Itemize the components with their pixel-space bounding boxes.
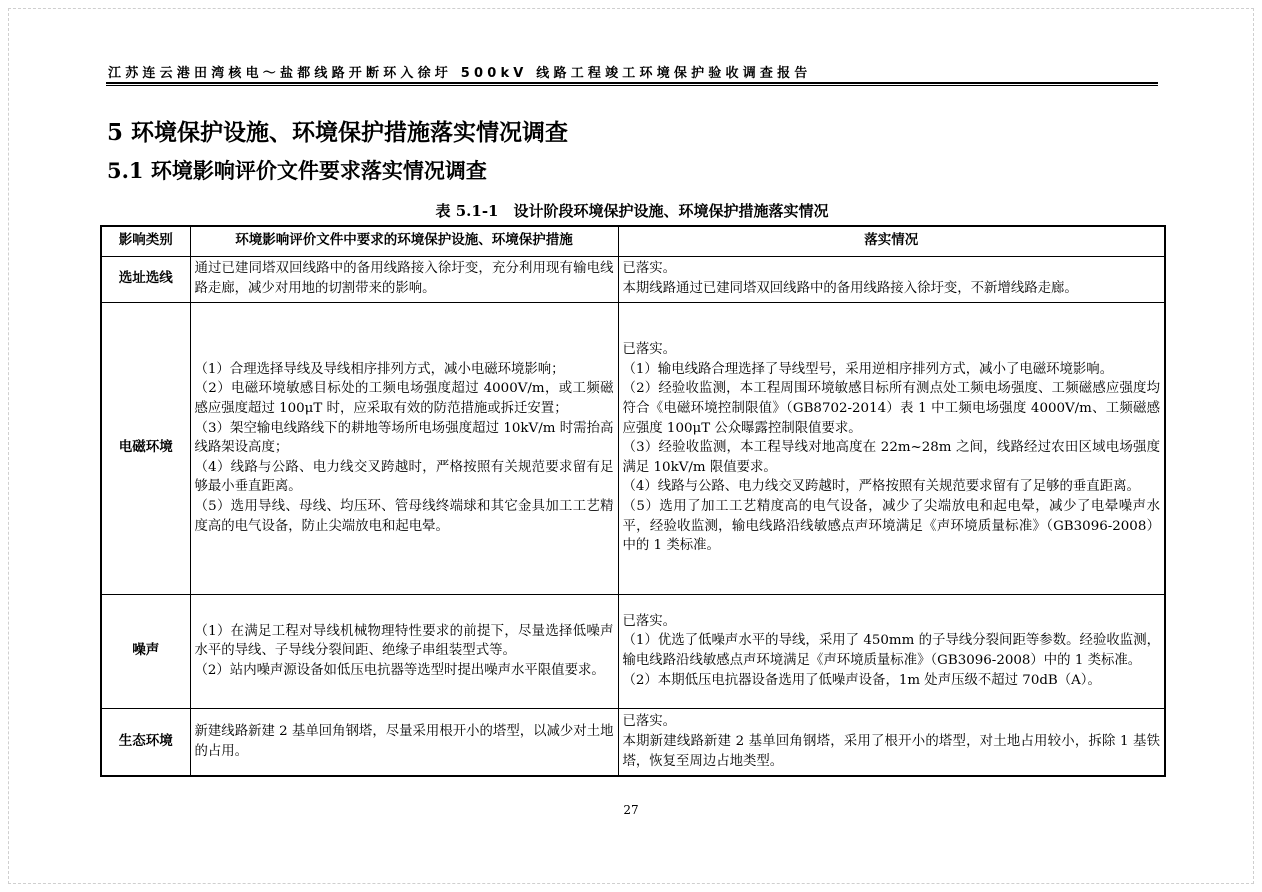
row-implementation [618,594,1165,708]
implementation-text: （2）本期低压电抗器设备选用了低噪声设备，1m 处声压级不超过 70dB（A）。 [622,672,1101,688]
header-implementation: 落实情况 [618,226,1165,256]
table-row [101,708,1165,776]
header-requirement: 环境影响评价文件中要求的环境保护设施、环境保护措施 [190,226,618,256]
requirement-text: （4）线路与公路、电力线交叉跨越时，严格按照有关规范要求留有足够最小垂直距离。 [194,459,614,495]
implementation-text: （2）经验收监测，本工程周围环境敏感目标所有测点处工频电场强度、工频磁感应强度均符合《电磁环境控制限值》（GB8702-2014）表 1 中工频电场强度 4000V/m、工频磁感应强度 100μT 公众曝露控制限值要求。 [622,381,1160,436]
table-row [101,594,1165,708]
header-rule [106,82,1158,86]
row-category: 电磁环境 [101,302,190,594]
requirement-text: （3）架空输电线路线下的耕地等场所电场强度超过 10kV/m 时需抬高线路架设高度； [194,420,614,456]
row-category: 噪声 [101,594,190,708]
implementation-text: 已落实。 [622,613,677,629]
table-row [101,302,1165,594]
row-implementation [618,302,1165,594]
implementation-text: （5）选用了加工工艺精度高的电气设备，减少了尖端放电和起电晕，减少了电晕噪声水平，经验收监测，输电线路沿线敏感点声环境满足《声环境质量标准》（GB3096-2008）中的 1 类标准。 [622,498,1160,554]
section-heading: 5 环境保护设施、环境保护措施落实情况调查 [107,119,569,146]
header-category: 影响类别 [101,226,190,256]
requirement-text: （2）站内噪声源设备如低压电抗器等选型时提出噪声水平限值要求。 [194,662,605,678]
subsection-heading: 5.1 环境影响评价文件要求落实情况调查 [107,158,487,183]
table-caption: 表 5.1-1 设计阶段环境保护设施、环境保护措施落实情况 [435,202,829,220]
row-requirement [190,256,618,302]
measures-table [100,225,1166,777]
row-category: 选址选线 [101,256,190,302]
implementation-text: 本期线路通过已建同塔双回线路中的备用线路接入徐圩变，不新增线路走廊。 [622,281,1078,296]
requirement-text: 新建线路新建 2 基单回角钢塔，尽量采用根开小的塔型，以减少对土地的占用。 [194,724,614,759]
implementation-text: （1）优选了低噪声水平的导线，采用了 450mm 的子导线分裂间距等参数。经验收监测，输电线路沿线敏感点声环境满足《声环境质量标准》（GB3096-2008）中的 1 类标准。 [622,633,1160,668]
requirement-text: （5）选用导线、母线、均压环、管母线终端球和其它金具加工工艺精度高的电气设备，防止尖端放电和起电晕。 [194,498,614,534]
running-header: 江苏连云港田湾核电～盐都线路开断环入徐圩 500kV 线路工程竣工环境保护验收调查报告 [108,66,812,81]
implementation-text: 已落实。 [622,261,677,277]
table-header-row [101,226,1165,256]
implementation-text: 已落实。 [622,714,677,730]
implementation-text: 本期新建线路新建 2 基单回角钢塔，采用了根开小的塔型，对土地占用较小，拆除 1 基铁塔，恢复至周边占地类型。 [622,733,1160,769]
row-requirement [190,708,618,776]
implementation-text: （1）输电线路合理选择了导线型号，采用逆相序排列方式，减小了电磁环境影响。 [622,361,1114,377]
implementation-text: （4）线路与公路、电力线交叉跨越时，严格按照有关规范要求留有了足够的垂直距离。 [622,479,1140,495]
row-requirement [190,594,618,708]
row-implementation [618,708,1165,776]
implementation-text: 已落实。 [622,342,677,358]
row-category: 生态环境 [101,708,190,776]
table-row [101,256,1165,302]
requirement-text: （1）合理选择导线及导线相序排列方式，减小电磁环境影响； [194,361,565,377]
implementation-text: （3）经验收监测，本工程导线对地高度在 22m~28m 之间，线路经过农田区域电场强度满足 10kV/m 限值要求。 [622,440,1160,475]
page-number: 27 [623,803,639,817]
row-implementation [618,256,1165,302]
requirement-text: （1）在满足工程对导线机械物理特性要求的前提下，尽量选择低噪声水平的导线、子导线分裂间距、绝缘子串组装型式等。 [194,623,614,659]
row-requirement [190,302,618,594]
requirement-text: （2）电磁环境敏感目标处的工频电场强度超过 4000V/m，或工频磁感应强度超过 100μT 时，应采取有效的防范措施或拆迁安置； [194,381,614,417]
requirement-text: 通过已建同塔双回线路中的备用线路接入徐圩变，充分利用现有输电线路走廊，减少对用地的切割带来的影响。 [194,261,614,296]
